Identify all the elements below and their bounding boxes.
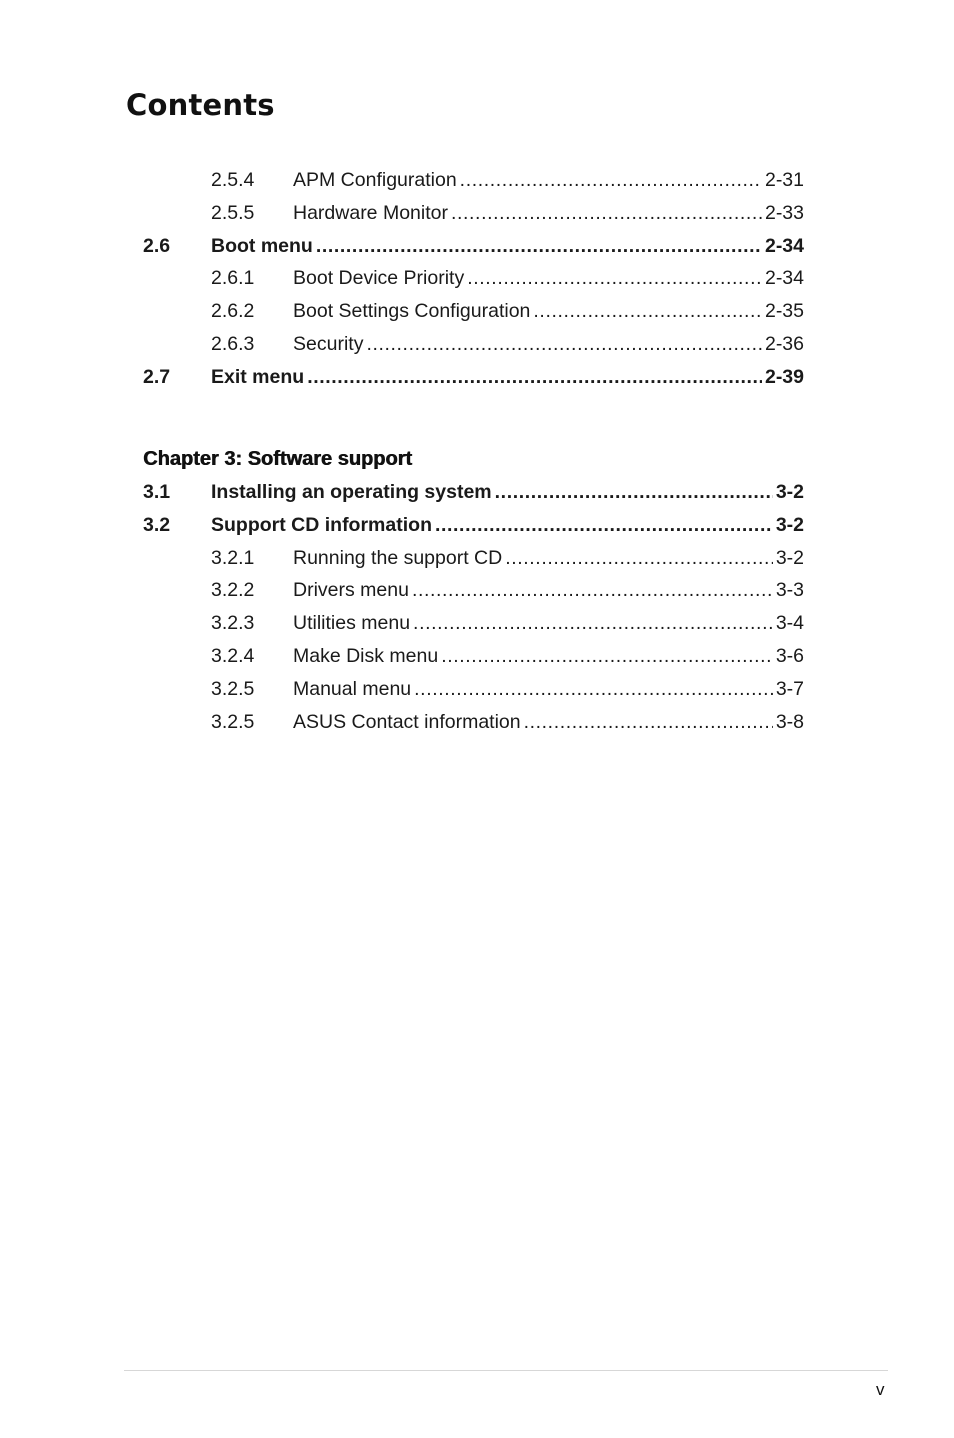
toc-entry-page: 3-7 [775,677,804,700]
toc-entry-number: 2.5.5 [211,201,255,224]
dot-leader [524,706,773,739]
dot-leader [435,509,773,542]
toc-entry-page: 3-8 [775,710,804,733]
toc-entry-title: Boot Settings Configuration [293,300,531,323]
toc-entry-title: Exit menu [211,365,305,388]
dot-leader [451,197,762,230]
toc-entry-number: 3.1 [143,481,171,503]
toc-entry-number: 2.6.2 [211,300,255,323]
toc-entry[interactable] [143,706,804,739]
toc-entry-title: Boot menu [211,234,313,257]
toc-entry-title: APM Configuration [293,169,457,191]
toc-entry[interactable] [143,607,804,640]
toc-entry[interactable] [143,328,804,361]
toc-entry-major[interactable] [143,361,804,394]
toc-entry-page: 2-33 [764,201,804,224]
toc-entry-number: 3.2.2 [211,579,255,602]
toc-entry-page: 2-36 [764,332,804,355]
toc-entry-page: 2-34 [764,267,804,290]
toc-entry-number: 3.2 [143,513,171,536]
toc-entry[interactable] [143,295,804,328]
toc-entry-page: 2-31 [764,169,804,191]
toc-entry-number: 3.2.1 [211,546,255,569]
footer-divider [124,1370,888,1371]
toc-entry-title: Running the support CD [293,546,503,569]
toc-entry-page: 2-34 [764,234,804,257]
chapter-heading[interactable]: Chapter 3: Software support [143,448,412,470]
toc-entry-major[interactable] [143,230,804,263]
dot-leader [505,542,773,575]
toc-entry-number: 2.6.3 [211,332,255,355]
toc-entry[interactable] [143,262,804,295]
toc-entry-page: 3-2 [775,481,804,503]
page-title: Contents [126,88,275,122]
dot-leader [412,574,773,607]
toc-entry[interactable] [143,164,804,197]
toc-entry-page: 3-2 [775,546,804,569]
dot-leader [467,262,762,295]
toc-entry-number: 3.2.5 [211,710,255,733]
toc-entry-number: 3.2.5 [211,677,255,700]
toc-entry[interactable] [143,673,804,706]
toc-entry-page: 3-6 [775,644,804,667]
toc-entry-title: ASUS Contact information [293,710,521,733]
toc-entry-number: 3.2.3 [211,612,255,635]
toc-entry-major[interactable] [143,509,804,542]
toc-entry-number: 2.5.4 [211,169,255,191]
toc-entry-major[interactable] [143,476,804,509]
toc-entry-title: Support CD information [211,513,432,536]
toc-entry-number: 3.2.4 [211,644,255,667]
toc-entry-title: Utilities menu [293,612,411,635]
toc-entry[interactable] [143,574,804,607]
toc-entry-title: Manual menu [293,677,412,700]
toc-entry-title: Drivers menu [293,579,409,602]
toc-entry-title: Installing an operating system [211,481,492,503]
toc-entry[interactable] [143,197,804,230]
toc-entry[interactable] [143,542,804,575]
toc-section-chapter-3 [143,443,804,738]
footer-page-number: v [876,1380,885,1399]
toc-entry-page: 3-4 [775,612,804,635]
dot-leader [413,607,773,640]
toc-entry-number: 2.6 [143,234,171,257]
toc-entry-page: 2-35 [764,300,804,323]
dot-leader [441,640,773,673]
dot-leader [307,361,762,394]
dot-leader [316,230,762,263]
dot-leader [460,164,762,197]
toc-section-chapter-2 [143,164,804,394]
toc-entry-title: Security [293,332,364,355]
toc-entry-page: 2-39 [764,365,804,388]
dot-leader [495,476,773,509]
toc-entry-title: Make Disk menu [293,644,439,667]
toc-entry-page: 3-3 [775,579,804,602]
toc-entry-number: 2.6.1 [211,267,255,290]
toc-entry-title: Hardware Monitor [293,201,448,224]
toc-entry-title: Boot Device Priority [293,267,465,290]
toc-entry[interactable] [143,640,804,673]
toc-entry-number: 2.7 [143,365,171,388]
dot-leader [414,673,773,706]
toc-entry-page: 3-2 [775,513,804,536]
dot-leader [366,328,762,361]
dot-leader [533,295,762,328]
